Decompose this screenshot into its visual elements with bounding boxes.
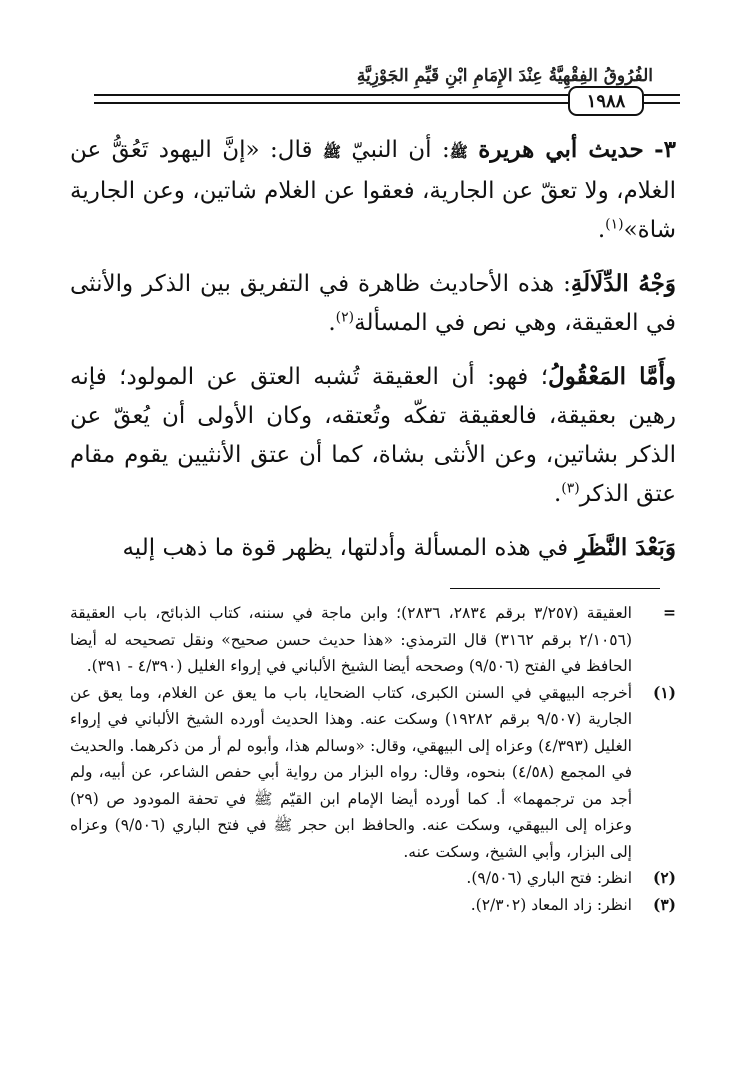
period: .	[328, 310, 336, 336]
main-text	[70, 130, 676, 582]
header-rule-right-bottom	[644, 102, 680, 104]
page-number: ١٩٨٨	[586, 90, 626, 112]
footnote-text: انظر: زاد المعاد (٢/٣٠٢).	[470, 895, 632, 914]
conclusion-lead: وَبَعْدَ النَّظَرِ	[575, 534, 676, 561]
page-number-frame	[568, 86, 644, 116]
header-rule-bottom	[94, 102, 568, 104]
footnote-1	[70, 680, 676, 866]
hadith-text-b: قال: «إنَّ اليهود تَعُقُّ عن الغلام، ولا تعقّ عن الجارية، فعقوا عن الغلام شاتين، وعن الجارية شاة»	[70, 137, 676, 243]
conclusion-text: في هذه المسألة وأدلتها، يظهر قوة ما ذهب إليه	[122, 535, 576, 561]
evidence-paragraph	[70, 264, 676, 343]
footnote-3	[70, 892, 676, 919]
period: .	[553, 481, 562, 507]
item-number: ٣-	[654, 136, 677, 163]
conclusion-paragraph	[70, 528, 676, 568]
footnote-2	[70, 865, 676, 892]
footnote-text: انظر: فتح الباري (٩/٥٠٦).	[466, 869, 632, 887]
evidence-text: : هذه الأحاديث ظاهرة في التفريق بين الذكر والأنثى في العقيقة، وهي نص في المسألة	[70, 271, 676, 336]
footnote-text: العقيقة (٣/٢٥٧ برقم ٢٨٣٤، ٢٨٣٦)؛ وابن ماجة في سننه، كتاب الذبائح، باب العقيقة (٢/١٠٥٦ برقم ٣١٦٢) قال الترمذي: «هذا حديث حسن صحيح» ونقل تصحيحه له أيضا الحافظ في الفتح (٩/٥٠٦) وصححه أيضا الشيخ الألباني في إرواء الغليل (٤/٣٩٠ - ٣٩١).	[70, 604, 632, 675]
note-ref-2[interactable]: (٢)	[335, 309, 355, 326]
hadith-text-a: : أن النبيّ	[351, 137, 450, 163]
footnote-continuation	[70, 600, 676, 680]
footnote-mark: (٢)	[652, 868, 676, 887]
evidence-lead: وَجْهُ الدِّلَالَةِ	[570, 270, 677, 297]
header-rule-top	[94, 94, 568, 96]
honorific-prophet: ﷺ	[322, 143, 341, 161]
reason-paragraph	[70, 357, 676, 514]
note-ref-3[interactable]: (٣)	[561, 480, 580, 497]
footnote-mark: (١)	[652, 682, 676, 702]
header-rule-right-top	[644, 94, 680, 96]
footnotes	[70, 600, 676, 918]
honorific-companion: ﷺ	[449, 143, 468, 161]
hadith-paragraph	[70, 130, 676, 250]
note-ref-1[interactable]: (١)	[605, 216, 624, 233]
reason-lead: وأَمَّا المَعْقُولُ	[548, 363, 676, 390]
footnote-separator	[450, 588, 660, 589]
reason-text: ؛ فهو: أن العقيقة تُشبه العتق عن المولود؛ فإنه رهين بعقيقة، فالعقيقة تفكّه وتُعتقه، وكان الأولى أن يُعقّ عن الذكر بشاتين، وعن الأنثى بشاة، كما أن عتق الأنثيين يقوم مقام عتق الذكر	[70, 364, 676, 507]
period: .	[597, 217, 606, 243]
footnote-mark: (٣)	[652, 894, 676, 914]
hadith-lead: حديث أبي هريرة	[478, 136, 644, 163]
running-title: الفُرُوقُ الفِقْهِيَّةُ عِنْدَ الإِمَامِ ابْنِ قَيِّمِ الجَوْزِيَّةِ	[356, 66, 653, 86]
footnote-text: أخرجه البيهقي في السنن الكبرى، كتاب الضحايا، باب ما يعق عن الغلام، وما يعق عن الجارية (٩/٥٠٧ برقم ١٩٢٨٢) وسكت عنه. وهذا الحديث أورده الشيخ الألباني في إرواء الغليل (٤/٣٩٣) وعزاه إلى البيهقي، وقال: «وسالم هذا، وأبوه لم أر من ذكرهما. والحديث في المجمع (٤/٥٨) بنحوه، وقال: رواه البزار من رواية أبي حفص الشاعر، عن أبيه، ولم أجد من ترجمهما» أ. كما أورده أيضا الإمام ابن القيّم ﷺ في تحفة المودود ص (٢٩) وعزاه إلى البيهقي، وسكت عنه. والحافظ ابن حجر ﷺ في فتح الباري (٩/٥٠٦) وعزاه إلى البزار، وأبي الشيخ، وسكت عنه.	[70, 683, 633, 861]
footnote-mark: =	[663, 603, 676, 622]
